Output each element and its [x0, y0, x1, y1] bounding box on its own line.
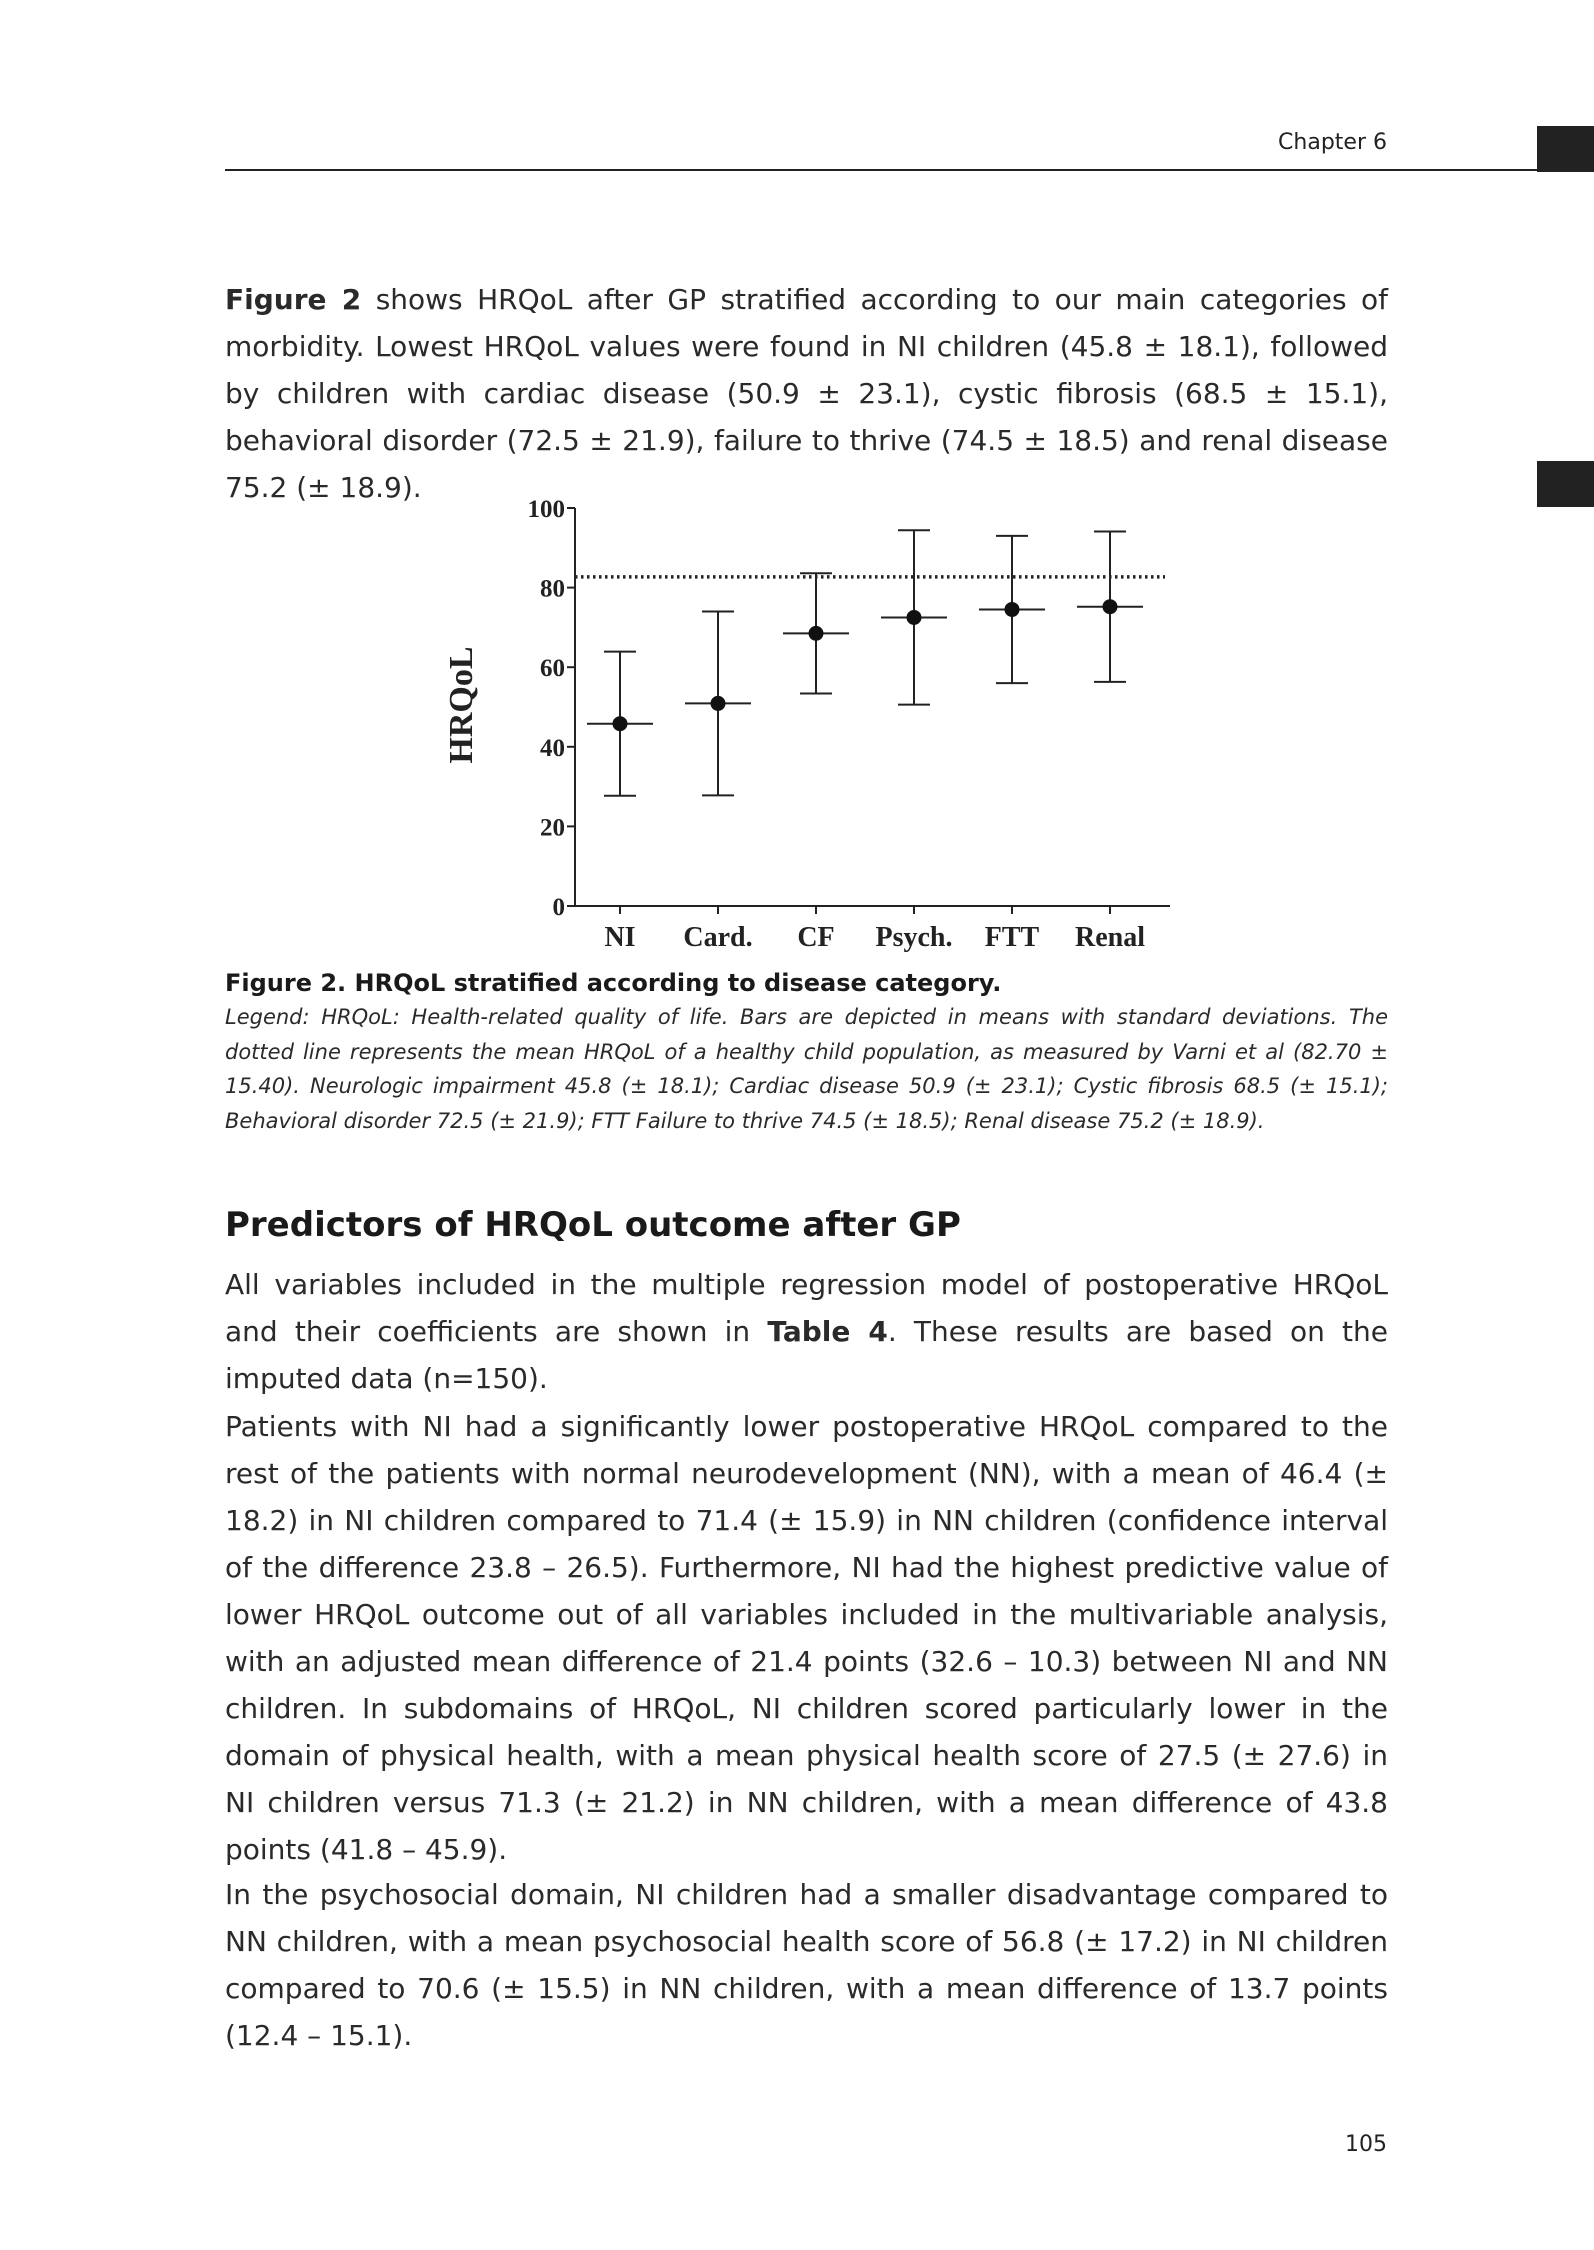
x-tick-label: CF — [797, 922, 835, 953]
ni-paragraph: Patients with NI had a significantly lower postoperative HRQoL compared to the rest of the patients with normal neurodevelopment (NN), with a mean of 46.4 (± 18.2) in NI children compared to 71.4 (± 15.9) in NN children (confidence interval of the difference 23.8 – 26.5). Furthermore, NI had the highest predictive value of lower HRQoL outcome out of all variables included in the multivariable analysis, with an adjusted mean difference of 21.4 points (32.6 – 10.3) between NI and NN children. In subdomains of HRQoL, NI children scored particularly lower in the domain of physical health, with a mean physical health score of 27.5 (± 27.6) in NI children versus 71.3 (± 21.2) in NN children, with a mean difference of 43.8 points (41.8 – 45.9). — [225, 1410, 1388, 1866]
page-number: 105 — [1345, 2132, 1387, 2157]
y-tick-label: 100 — [527, 496, 565, 523]
x-axis-labels — [604, 906, 1145, 953]
section-tab-marker — [1537, 461, 1594, 507]
caption-legend: Legend: HRQoL: Health-related quality of life. Bars are depicted in means with standard deviations. The dotted line represents the mean HRQoL of a healthy child population, as measured by Varni et al (82.70 ± 15.40). Neurologic impairment 45.8 (± 18.1); Cardiac disease 50.9 (± 23.1); Cystic fibrosis 68.5 (± 15.1); Behavioral disorder 72.5 (± 21.9); FTT Failure to thrive 74.5 (± 18.5); Renal disease 75.2 (± 18.9). — [225, 1005, 1388, 1133]
x-tick-label: FTT — [984, 922, 1040, 953]
header-rule — [225, 169, 1594, 171]
regression-paragraph — [225, 1261, 1388, 1402]
figure-reference: Figure 2 — [225, 283, 362, 316]
y-axis-ticks — [528, 496, 576, 921]
error-bar-ftt — [979, 536, 1045, 683]
regression-text-before: All variables included in the multiple regression model of postoperative HRQoL and their coefficients are shown in — [225, 1268, 1388, 1348]
error-bar-cf — [783, 573, 849, 693]
chapter-header: Chapter 6 — [1278, 130, 1387, 155]
error-bar-ni — [587, 652, 653, 796]
x-tick-label: Card. — [683, 922, 753, 953]
error-bar-psych — [881, 530, 947, 704]
chapter-tab-marker — [1537, 126, 1594, 172]
psychosocial-paragraph: In the psychosocial domain, NI children had a smaller disadvantage compared to NN children, with a mean psychosocial health score of 56.8 (± 17.2) in NI children compared to 70.6 (± 15.5) in NN children, with a mean difference of 13.7 points (12.4 – 15.1). — [225, 1878, 1388, 2052]
caption-title: Figure 2. HRQoL stratified according to disease category. — [225, 969, 1002, 997]
regression-text-after: . These results are based on the imputed data (n=150). — [225, 1315, 1389, 1395]
y-tick-label: 40 — [540, 734, 565, 762]
intro-paragraph — [225, 276, 1388, 511]
y-tick-label: 20 — [540, 814, 565, 842]
y-tick-label: 80 — [540, 575, 565, 603]
mean-point — [1103, 599, 1118, 614]
figure-caption — [225, 966, 1388, 1138]
mean-point — [613, 716, 628, 731]
mean-point — [907, 610, 922, 625]
x-tick-label: Renal — [1075, 922, 1145, 953]
error-bar-renal — [1077, 531, 1143, 681]
section-heading: Predictors of HRQoL outcome after GP — [225, 1205, 961, 1245]
x-tick-label: Psych. — [875, 922, 953, 953]
y-tick-label: 0 — [552, 894, 565, 921]
x-tick-label: NI — [604, 922, 636, 953]
mean-point — [809, 626, 824, 641]
intro-text: shows HRQoL after GP stratified according to our main categories of morbidity. Lowest HRQoL values were found in NI children (45.8 ± 18.1), followed by children with cardiac disease (50.9 ± 23.1), cystic fibrosis (68.5 ± 15.1), behavioral disorder (72.5 ± 21.9), failure to thrive (74.5 ± 18.5) and renal disease 75.2 (± 18.9). — [225, 283, 1388, 504]
error-bars — [587, 530, 1143, 795]
mean-point — [1005, 602, 1020, 617]
mean-point — [711, 696, 726, 711]
hrqol-errorbar-chart — [430, 490, 1180, 960]
table-reference: Table 4 — [767, 1315, 888, 1348]
y-tick-label: 60 — [540, 655, 565, 683]
y-axis-label: HRQoL — [443, 646, 480, 764]
error-bar-card — [685, 611, 751, 795]
